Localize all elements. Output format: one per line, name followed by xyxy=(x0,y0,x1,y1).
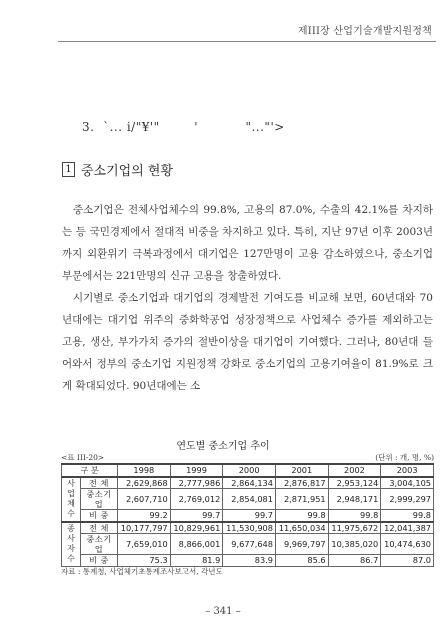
table-row xyxy=(62,489,434,510)
table-cell: 3,004,105 xyxy=(381,477,434,489)
year-header: 2001 xyxy=(275,464,328,477)
table-row xyxy=(62,534,434,555)
subsection-heading xyxy=(62,160,173,179)
table-cell: 99.8 xyxy=(328,510,381,522)
table-title: 연도별 중소기업 추이 xyxy=(176,441,270,452)
table-row xyxy=(62,522,434,534)
table-cell: 10,829,961 xyxy=(170,522,223,534)
table-row xyxy=(62,510,434,522)
table-cell: 75.3 xyxy=(118,555,171,567)
table-row xyxy=(62,477,434,489)
group-label: 사업체수 xyxy=(62,477,81,522)
subsection-title: 중소기업의 현황 xyxy=(81,164,174,179)
table-unit: (단위 : 개, 명, %) xyxy=(375,453,434,462)
body-text xyxy=(62,199,433,397)
paragraph: 중소기업은 전체사업체수의 99.8%, 고용의 87.0%, 수출의 42.1%를 차지하는 등 국민경제에서 절대적 비중을 차지하고 있다. 특히, 지난 97년 이후 2003년까지 외환위기 극복과정에서 대기업은 127만명이 고용 감소하였으나, 중소기업 부문에서는 221만명의 신규 고용을 창출하였다. xyxy=(62,204,433,282)
row-label: 비 중 xyxy=(81,510,118,522)
row-label: 전 체 xyxy=(81,522,118,534)
table-cell: 2,777,986 xyxy=(170,477,223,489)
table-cell: 12,041,387 xyxy=(381,522,434,534)
table-header-row xyxy=(62,464,434,477)
table-cell: 11,650,034 xyxy=(275,522,328,534)
row-label: 중소기업 xyxy=(81,534,118,555)
table-cell: 2,629,868 xyxy=(118,477,171,489)
table-cell: 7,659,010 xyxy=(118,534,171,555)
table-cell: 10,385,020 xyxy=(328,534,381,555)
year-header: 2000 xyxy=(223,464,276,477)
table-cell: 2,769,012 xyxy=(170,489,223,510)
page-number: – 341 – xyxy=(205,606,241,617)
section-title: 3. `... i/"¥'" ' "..."'> xyxy=(82,120,285,134)
group-label: 종사자수 xyxy=(62,522,81,567)
table-source-note: 자료 : 통계청, 사업체기초통계조사보고서, 각년도 xyxy=(61,567,223,576)
running-header: 제III장 산업기술개발지원정책 xyxy=(297,26,432,37)
table-cell: 87.0 xyxy=(381,555,434,567)
table-cell: 2,953,124 xyxy=(328,477,381,489)
year-header: 2003 xyxy=(381,464,434,477)
year-header: 1998 xyxy=(118,464,171,477)
sme-trend-table xyxy=(61,463,434,567)
table-cell: 2,871,951 xyxy=(275,489,328,510)
table-cell: 2,948,171 xyxy=(328,489,381,510)
table-cell: 11,530,908 xyxy=(223,522,276,534)
row-label: 중소기업 xyxy=(81,489,118,510)
table-cell: 2,999,297 xyxy=(381,489,434,510)
table-cell: 99.8 xyxy=(275,510,328,522)
table-label: <표 III-20> xyxy=(61,453,105,462)
year-header: 1999 xyxy=(170,464,223,477)
table-cell: 10,474,630 xyxy=(381,534,434,555)
table-cell: 9,677,648 xyxy=(223,534,276,555)
table-cell: 11,975,672 xyxy=(328,522,381,534)
table-cell: 81.9 xyxy=(170,555,223,567)
table-cell: 99.2 xyxy=(118,510,171,522)
table-cell: 9,969,797 xyxy=(275,534,328,555)
table-cell: 8,866,001 xyxy=(170,534,223,555)
table-cell: 86.7 xyxy=(328,555,381,567)
table-cell: 99.8 xyxy=(381,510,434,522)
table-cell: 2,876,817 xyxy=(275,477,328,489)
table-cell: 2,864,134 xyxy=(223,477,276,489)
subsection-number-box: 1 xyxy=(62,162,75,177)
table-cell: 99.7 xyxy=(223,510,276,522)
table-cell: 85.6 xyxy=(275,555,328,567)
table-cell: 99.7 xyxy=(170,510,223,522)
header-rule xyxy=(58,41,436,42)
row-label: 비 중 xyxy=(81,555,118,567)
row-label: 전 체 xyxy=(81,477,118,489)
year-header: 2002 xyxy=(328,464,381,477)
table-cell: 2,854,081 xyxy=(223,489,276,510)
table-row xyxy=(62,555,434,567)
table-cell: 83.9 xyxy=(223,555,276,567)
table-cell: 10,177,797 xyxy=(118,522,171,534)
table-corner-header: 구 분 xyxy=(62,464,118,477)
table-cell: 2,607,710 xyxy=(118,489,171,510)
paragraph: 시기별로 중소기업과 대기업의 경제발전 기여도를 비교해 보면, 60년대와 70년대에는 대기업 위주의 중화학공업 성장정책으로 사업체수 증가를 제외하고는 고용, 생산, 부가가치 증가의 절반이상을 대기업이 기여했다. 그러나, 80년대 들어와서 정부의 중소기업 지원정책 강화로 중소기업의 고용기여율이 81.9%로 크게 확대되었다. 90년대에는 소 xyxy=(62,292,433,392)
table-meta xyxy=(61,452,434,463)
